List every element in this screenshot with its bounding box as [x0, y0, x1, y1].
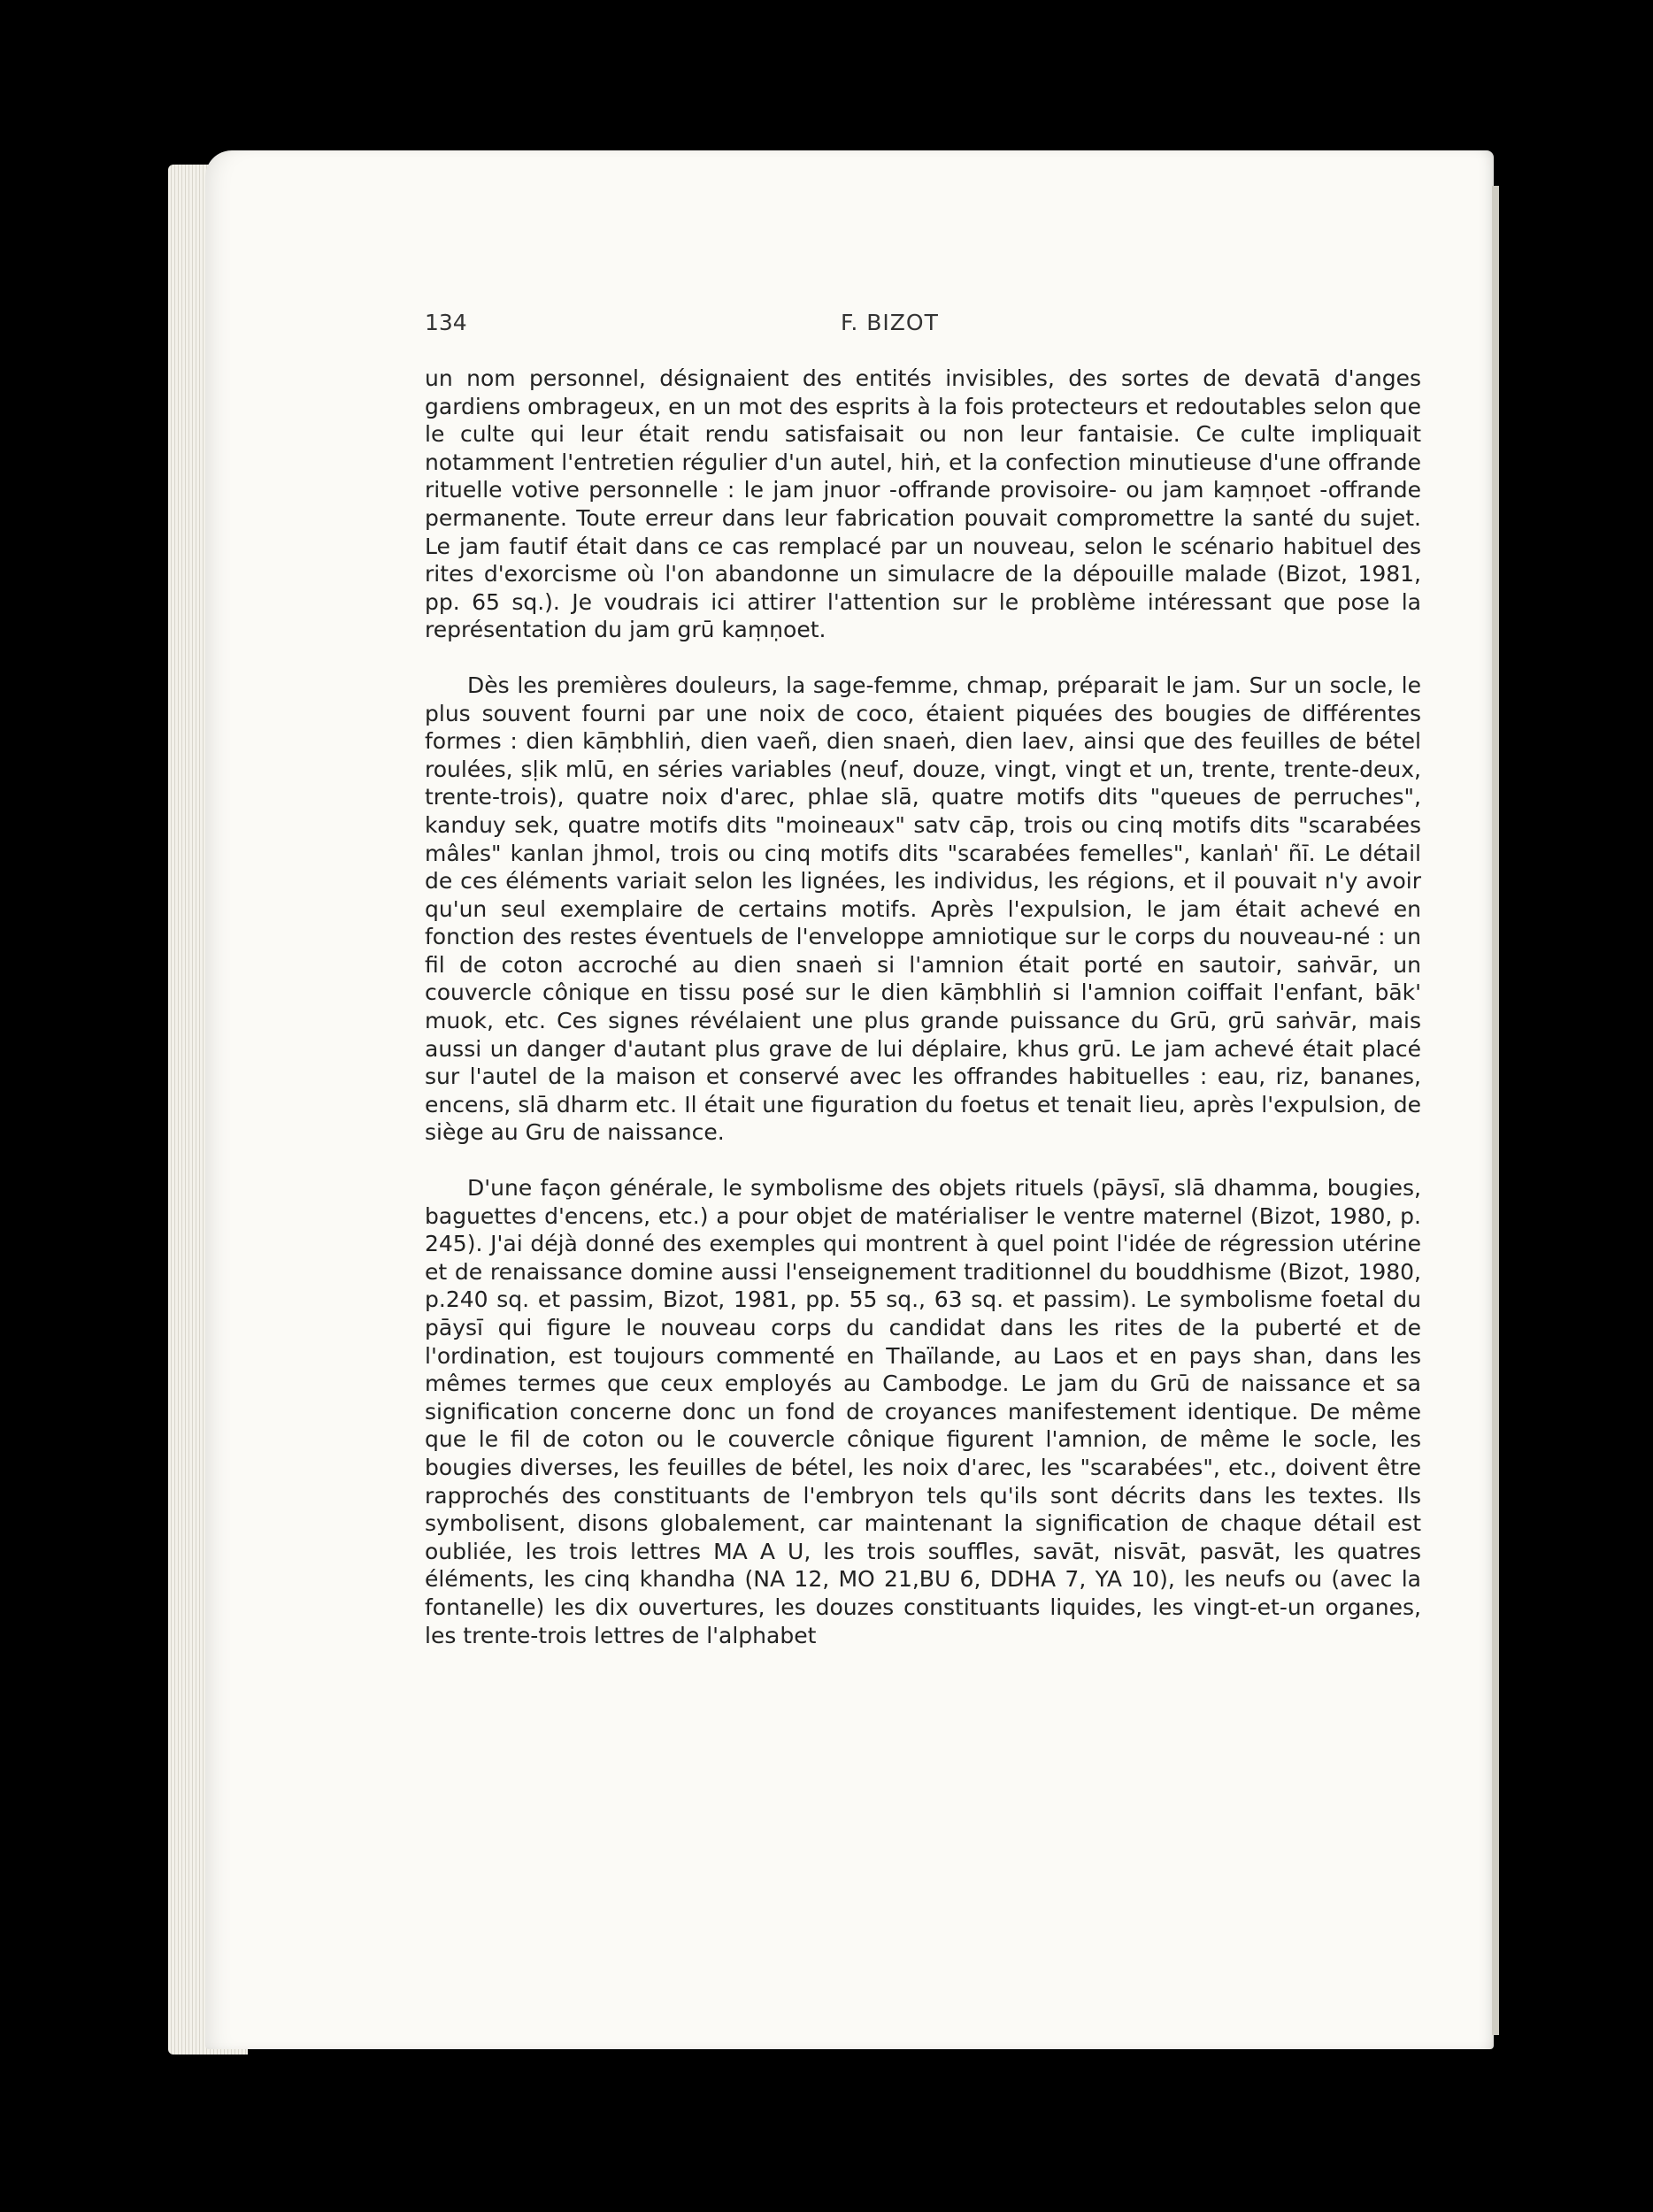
paragraph: Dès les premières douleurs, la sage-femme, chmap, préparait le jam. Sur un socle, le plus souvent fourni par une noix de coco, étaient piquées des bougies de différentes formes : dien kāṃbhliṅ, dien vaeñ, dien snaeṅ, dien laev, ainsi que des feuilles de bétel roulées, sḷik mlū, en séries variables (neuf, douze, vingt, vingt et un, trente, trente-deux, trente-trois), quatre noix d'arec, phlae slā, quatre motifs dits "queues de perruches", kanduy sek, quatre motifs dits "moineaux" satv cāp, trois ou cinq motifs dits "scarabées mâles" kanlan jhmol, trois ou cinq motifs dits "scarabées femelles", kanlaṅ' ñī. Le détail de ces éléments variait selon les lignées, les individus, les régions, et il pouvait n'y avoir qu'un seul exemplaire de certains motifs. Après l'expulsion, le jam était achevé en fonction des restes éventuels de l'enveloppe amniotique sur le corps du nouveau-né : un fil de coton accroché au dien snaeṅ si l'amnion était porté en sautoir, saṅvār, un couvercle cônique en tissu posé sur le dien kāṃbhliṅ si l'amnion coiffait l'enfant, bāk' muok, etc. Ces signes révélaient une plus grande puissance du Grū, grū saṅvār, mais aussi un danger d'autant plus grave de lui déplaire, khus grū. Le jam achevé était placé sur l'autel de la maison et conservé avec les offrandes habituelles : eau, riz, bananes, encens, slā dharm etc. Il était une figuration du foetus et tenait lieu, après l'expulsion, de siège au Gru de naissance.	[425, 672, 1421, 1146]
paragraph: un nom personnel, désignaient des entités invisibles, des sortes de devatā d'anges gardiens ombrageux, en un mot des esprits à la fois protecteurs et redoutables selon que le culte qui leur était rendu satisfaisait ou non leur fantaisie. Ce culte impliquait notamment l'entretien régulier d'un autel, hiṅ, et la confection minutieuse d'une offrande rituelle votive personnelle : le jam jnuor -offrande provisoire- ou jam kaṃṇoet -offrande permanente. Toute erreur dans leur fabrication pouvait compromettre la santé du sujet. Le jam fautif était dans ce cas remplacé par un nouveau, selon le scénario habituel des rites d'exorcisme où l'on abandonne un simulacre de la dépouille malade (Bizot, 1981, pp. 65 sq.). Je voudrais ici attirer l'attention sur le problème intéressant que pose la représentation du jam grū kaṃṇoet.	[425, 365, 1421, 643]
running-head: F. BIZOT	[841, 310, 939, 335]
page-gutter-shadow	[1492, 186, 1499, 2035]
page-number: 134	[425, 310, 467, 335]
body-text	[425, 365, 1421, 1649]
page-header	[425, 310, 1421, 349]
paragraph: D'une façon générale, le symbolisme des objets rituels (pāysī, slā dhamma, bougies, baguettes d'encens, etc.) a pour objet de matérialiser le ventre maternel (Bizot, 1980, p. 245). J'ai déjà donné des exemples qui montrent à quel point l'idée de régression utérine et de renaissance domine aussi l'enseignement traditionnel du bouddhisme (Bizot, 1980, p.240 sq. et passim, Bizot, 1981, pp. 55 sq., 63 sq. et passim). Le symbolisme foetal du pāysī qui figure le nouveau corps du candidat dans les rites de la puberté et de l'ordination, est toujours commenté en Thaïlande, au Laos et en pays shan, dans les mêmes termes que ceux employés au Cambodge. Le jam du Grū de naissance et sa signification concerne donc un fond de croyances manifestement identique. De même que le fil de coton ou le couvercle cônique figurent l'amnion, de même le socle, les bougies diverses, les feuilles de bétel, les noix d'arec, les "scarabées", etc., doivent être rapprochés des constituants de l'embryon tels qu'ils sont décrits dans les textes. Ils symbolisent, disons globalement, car maintenant la signification de chaque détail est oubliée, les trois lettres MA A U, les trois souffles, savāt, nisvāt, pasvāt, les quatres éléments, les cinq khandha (NA 12, MO 21,BU 6, DDHA 7, YA 10), les neufs ou (avec la fontanelle) les dix ouvertures, les douzes constituants liquides, les vingt-et-un organes, les trente-trois lettres de l'alphabet	[425, 1175, 1421, 1648]
